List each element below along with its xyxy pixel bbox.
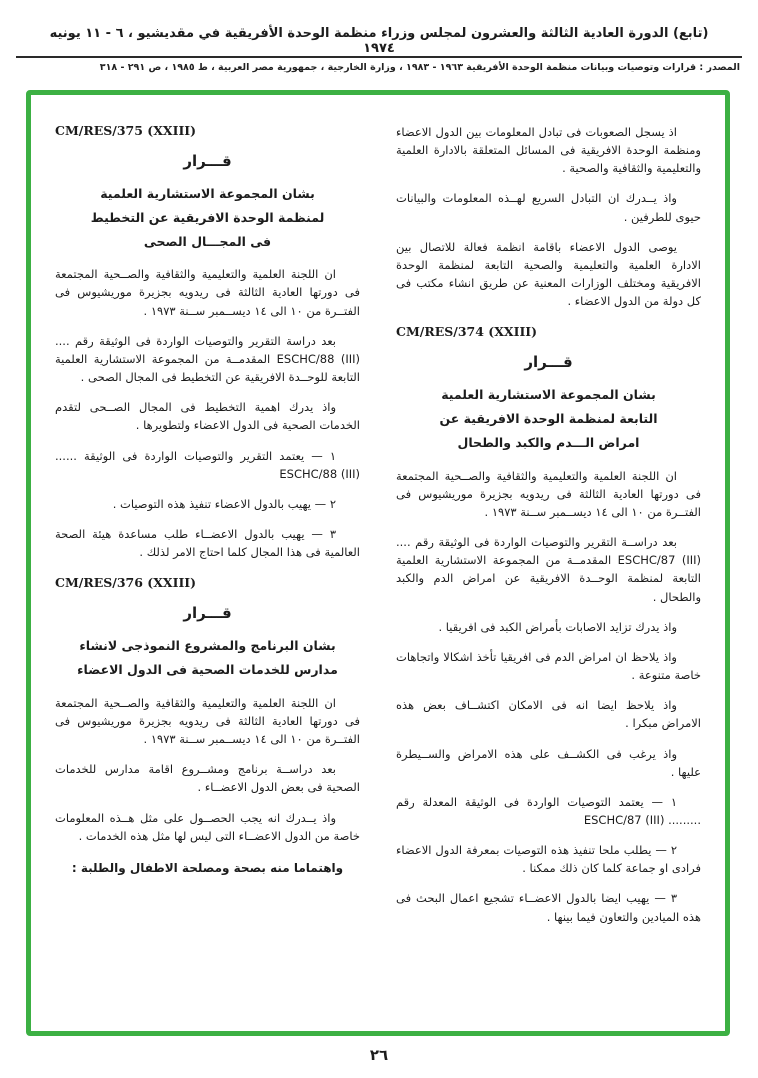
resolution-subtitle: بشان المجموعة الاستشارية العلمية لمنظمة الوحدة الافريقية عن التخطيط فى المجـــال الصحى (90, 186, 325, 249)
resolution-title: قـــرار (524, 353, 573, 372)
paragraph: واذ يــدرك انه يجب الحصــول على مثل هــذه المعلومات خاصة من الدول الاعضــاء التى ليس لها مثل هذه الخدمات . (55, 810, 360, 843)
paragraph: واذ يــدرك ان التبادل السريع لهــذه المعلومات والبيانات حيوى للطرفين . (396, 191, 701, 224)
resolution-subtitle: بشان المجموعة الاستشارية العلمية التابعة لمنظمة الوحدة الافريقية عن امراض الـــدم والكبد والطحال (439, 387, 658, 450)
paragraph: ١ — يعتمد التوصيات الواردة فى الوثيقة المعدلة رقم ......... ESCHC/87 (III) (396, 794, 701, 827)
resolution-code: CM/RES/375 (XXIII) (55, 123, 197, 138)
paragraph: واذ يلاحظ ايضا انه فى الامكان اكتشــاف بعض هذه الامراض مبكرا . (396, 698, 701, 731)
paragraph: ١ — يعتمد التقرير والتوصيات الواردة فى الوثيقة ...... ESCHC/88 (III) (55, 448, 360, 481)
two-column-layout (55, 123, 701, 1015)
paragraph: ٢ — يطلب ملحا تنفيذ هذه التوصيات بمعرفة الدول الاعضاء فرادى او جماعة كلما كان ذلك ممكنا . (396, 843, 701, 876)
paragraph: اذ يسجل الصعوبات فى تبادل المعلومات بين الدول الاعضاء ومنظمة الوحدة الافريقية فى المسائل المتعلقة بالادارة العلمية والتعليمية والثقافية والصحية . (396, 125, 701, 176)
paragraph: واذ يرغب فى الكشــف على هذه الامراض والســيطرة عليها . (396, 746, 701, 779)
paragraph: ٢ — يهيب بالدول الاعضاء تنفيذ هذه التوصيات . (112, 496, 336, 511)
content-frame (26, 90, 730, 1036)
resolution-code: CM/RES/374 (XXIII) (396, 324, 538, 340)
page-header: (تابع) الدورة العادية الثالثة والعشرون لمجلس وزراء منظمة الوحدة الأفريقية في مقديشيو ، ٦ - ١١ يونيه ١٩٧٤ (49, 26, 709, 56)
source-line: المصدر : قرارات وتوصيات وبيانات منظمة الوحدة الأفريقية ١٩٦٣ - ١٩٨٣ ، وزارة الخارجية ، جمهورية مصر العربية ، ط ١٩٨٥ ، ص ٢٩١ - ٣١٨ (99, 62, 740, 73)
resolution-subtitle: بشان البرنامج والمشروع النموذجى لانشاء مدارس للخدمات الصحية فى الدول الاعضاء (77, 638, 338, 678)
paragraph: ٣ — يهيب بالدول الاعضــاء طلب مساعدة هيئة الصحة العالمية فى هذا المجال كلما احتاج الامر لذلك . (55, 526, 360, 560)
paragraph: واذ يلاحظ ان امراض الدم فى افريقيا تأخذ اشكالا واتجاهات خاصة متنوعة . (396, 649, 701, 683)
header-divider (16, 56, 742, 58)
resolution-code: CM/RES/376 (XXIII) (55, 575, 197, 591)
paragraph: ٣ — يهيب ايضا بالدول الاعضــاء تشجيع اعمال البحث فى هذه الميادين والتعاون فيما بينها . (396, 891, 701, 924)
resolution-title: قـــرار (183, 604, 232, 623)
paragraph: واذ يدرك اهمية التخطيط فى المجال الصــحى لتقدم الخدمات الصحية فى الدول الاعضاء ولتطويرها . (55, 400, 360, 433)
paragraph: ان اللجنة العلمية والتعليمية والثقافية والصــحية المجتمعة فى دورتها العادية الثالثة فى ريدويه بجزيرة موريشيوس فى الفتــرة من ١٠ الى ١٤ ديســمبر ســنة ١٩٧٣ . (55, 695, 360, 747)
paragraph: بعد دراسة التقرير والتوصيات الواردة فى الوثيقة رقم .... ESCHC/88 (III) المقدمــة من المجموعة الاستشارية العلمية التابعة للوحــدة الافريقية عن التخطيط فى المجال الصحى . (55, 333, 360, 385)
paragraph: ان اللجنة العلمية والتعليمية والثقافية والصــحية المجتمعة فى دورتها العادية الثالثة فى ريدويه بجزيرة موريشيوس فى الفتــرة من ١٠ الى ١٤ ديســمبر ســنة ١٩٧٣ . (396, 468, 701, 519)
left-column (55, 123, 360, 1015)
right-column (396, 123, 701, 1015)
resolution-title: قـــرار (183, 152, 232, 170)
paragraph: ان اللجنة العلمية والتعليمية والثقافية والصــحية المجتمعة فى دورتها العادية الثالثة فى ريدويه بجزيرة موريشيوس فى الفتــرة من ١٠ الى ١٤ ديســمبر ســنة ١٩٧٣ . (55, 267, 360, 318)
page-number: ٢٦ (369, 1046, 389, 1064)
closing-line: واهتماما منه بصحة ومصلحة الاطفال والطلبة : (71, 860, 344, 875)
paragraph: واذ يدرك تزايد الاصابات بأمراض الكبد فى افريقيا . (438, 619, 677, 634)
paragraph: يوصى الدول الاعضاء باقامة انظمة فعالة للاتصال بين الادارة العلمية والتعليمية والصحية التابعة لمنظمة الوحدة الافريقية ومختلف الوزارات المعنية عن طريق انشاء مكتب فى كل دولة من الدول الاعضاء . (396, 239, 701, 309)
paragraph: بعد دراســة التقرير والتوصيات الواردة فى الوثيقة رقم .... ESCHC/87 (III) المقدمــة من المجموعة الاستشارية العلمية التابعة لمنظمة الوحــدة الافريقية عن امراض الدم والكبد والطحال . (396, 535, 701, 604)
paragraph: بعد دراســة برنامج ومشــروع اقامة مدارس للخدمات الصحية فى بعض الدول الاعضــاء . (55, 762, 360, 795)
